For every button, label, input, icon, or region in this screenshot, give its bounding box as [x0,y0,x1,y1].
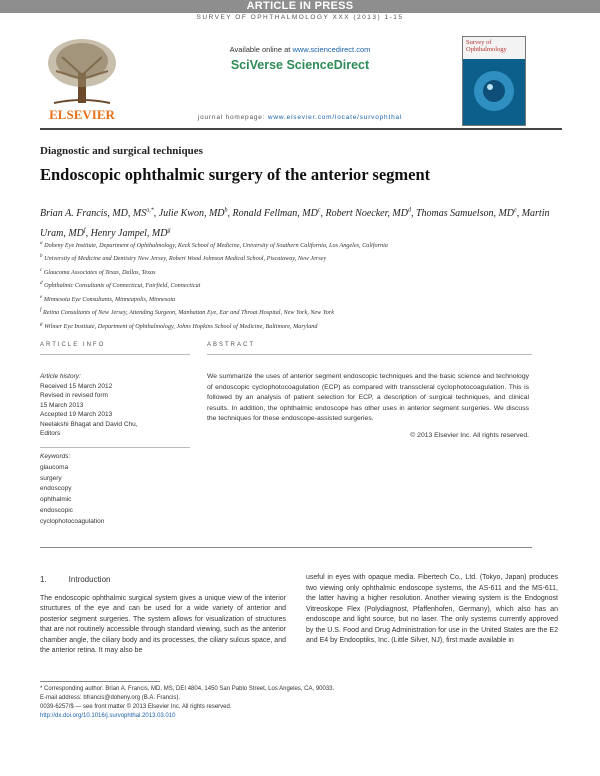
article-info-heading: ARTICLE INFO [40,342,106,348]
affiliation: $^e$ Minnesota Eye Consultants, Minneapolis, Minnesota [40,293,176,303]
affiliation: $^g$ Wilmer Eye Institute, Department of Ophthalmology, Johns Hopkins School of Medicine, Baltimore, Maryland [40,320,318,330]
keywords [40,452,160,528]
section-label: Diagnostic and surgical techniques [40,145,203,157]
elsevier-wordmark: ELSEVIER [49,107,115,122]
author: Robert Noecker, $MD^d$, [325,208,416,220]
history-label: Article history: [40,373,81,380]
corresponding-author: * Corresponding author: Brian A. Francis, MD, MS, DEI 4804, 1450 San Pablo Street, Los Angeles, CA, 90033. [40,686,335,692]
keywords-rule [40,447,190,448]
author-list [40,203,565,242]
elsevier-tree-icon [40,35,124,123]
history-line: Accepted 19 March 2013 [40,411,113,418]
available-online [150,45,450,54]
keywords-label: Keywords: [40,453,71,460]
footnotes [40,685,560,721]
abstract-text: We summarize the uses of anterior segment endoscopic techniques and the basic science and technology of endoscopic cyclophotocoagulation (ECP) as compared with transscleral cyclophotocoagulation. This is followed by an analysis of patient selection for ECP, a description of surgical techniques, and clinical results. In addition, the ophthalmic endoscope has other uses in anterior segment surgeries. We discuss the techniques for these endoscope-assisted surgeries. [207,373,529,423]
author: Brian A. Francis, MD, $MS^{a,*}$, [40,208,159,220]
cover-eye-image-icon [463,59,525,125]
affiliations [40,238,570,332]
keyword: glaucoma [40,463,69,471]
history-line: 15 March 2013 [40,401,84,409]
history-line: Neelakshi Bhagat and David Chu, [40,420,138,428]
affiliation: $^c$ Glaucoma Associates of Texas, Dallas, Texas [40,266,156,276]
homepage-prefix: journal homepage: [197,114,268,121]
affiliation: $^b$ University of Medicine and Dentistry New Jersey, Robert Wood Johnson Medical School, Piscataway, New Jersey [40,253,327,263]
keyword: ophthalmic [40,496,72,504]
journal-cover-thumbnail [462,36,526,126]
history-line: Revised in revised form [40,392,108,399]
article-history [40,372,160,439]
author: Henry Jampel, $MD^g$ [90,227,171,239]
body-paragraph: useful in eyes with opaque media. Fibertech Co., Ltd. (Tokyo, Japan) produces two viewing only ophthalmic endoscope systems, the AS-611 and the MS-611, the latter having a higher resolution. Another viewing system is the Endognost Vitreoskope Flex (Polydiagnost, Pfaffenhofen, Germany), which also has an endoscope and light source, but no laser. The only systems currently approved by the U.S. Food and Drug Administration for use in the United States are the E2 and E4 by Endooptiks, Inc. (Little Silver, NJ), first made available in [306,574,558,644]
footnote-rule [40,681,160,682]
abstract-copyright: © 2013 Elsevier Inc. All rights reserved. [410,431,529,439]
sciencedirect-link[interactable]: www.sciencedirect.com [292,45,371,54]
keyword: endoscopic [40,506,73,514]
abstract-heading: ABSTRACT [207,342,256,348]
history-line: Editors [40,430,61,437]
keyword: endoscopy [40,485,72,493]
article-title: Endoscopic ophthalmic surgery of the anterior segment [40,165,431,184]
abstract-rule [207,354,532,355]
affiliation: $^a$ Doheny Eye Institute, Department of Ophthalmology, Keck School of Medicine, University of Southern California, Los Angeles, California [40,240,388,250]
homepage-link[interactable]: www.elsevier.com/locate/survophthal [267,114,403,121]
journal-reference: SURVEY OF OPHTHALMOLOGY XXX (2013) 1-15 [196,14,404,21]
elsevier-logo [40,35,124,123]
journal-homepage [150,114,450,121]
section-heading-introduction: 1. Introduction [40,575,111,584]
affiliation: $^d$ Ophthalmic Consultants of Connecticut, Fairfield, Connecticut [40,280,201,290]
article-info-rule [40,354,190,355]
body-rule [40,547,532,548]
body-paragraph: The endoscopic ophthalmic surgical system gives a unique view of the interior structures of the eye and can be used for a wide variety of anterior and posterior segment surgeries. The system allows for visualization of structures that are not routinely accessible through standard viewing, such as the anterior chamber angle, the ciliary body and its processes, the ciliary sulcus space, and the anterior retina. It may also be [40,594,286,654]
header-rule [40,128,562,130]
keyword: surgery [40,474,62,482]
doi-link[interactable]: http://dx.doi.org/10.1016/j.survophthal.2013.03.010 [40,713,176,719]
author: Ronald Fellman, $MD^c$, [232,208,326,220]
issn-line: 0039-6257/$ — see front matter © 2013 Elsevier Inc. All rights reserved. [40,704,232,710]
body-column-right [306,573,558,647]
keyword: cyclophotocoagulation [40,517,105,525]
author-email: E-mail address: bfrancis@doheny.org (B.A. Francis). [40,695,181,701]
affiliation: $^f$ Retina Consultants of New Jersey, Attending Surgeon, Manhattan Eye, Ear and Throat Hospital, New York, New York [40,307,334,317]
author: Martin Uram, $MD^f$, [40,208,550,239]
article-in-press-banner: ARTICLE IN PRESS [0,0,600,13]
abstract [207,372,529,442]
sciverse-brand: SciVerse ScienceDirect [230,58,370,72]
available-prefix: Available online at [229,45,293,54]
cover-title: Survey of Ophthalmology [466,39,507,53]
author: Thomas Samuelson, MDe, [415,208,522,220]
body-column-left [40,575,286,657]
author: Julie Kwon, $MD^b$, [158,208,233,220]
history-line: Received 15 March 2012 [40,382,113,390]
